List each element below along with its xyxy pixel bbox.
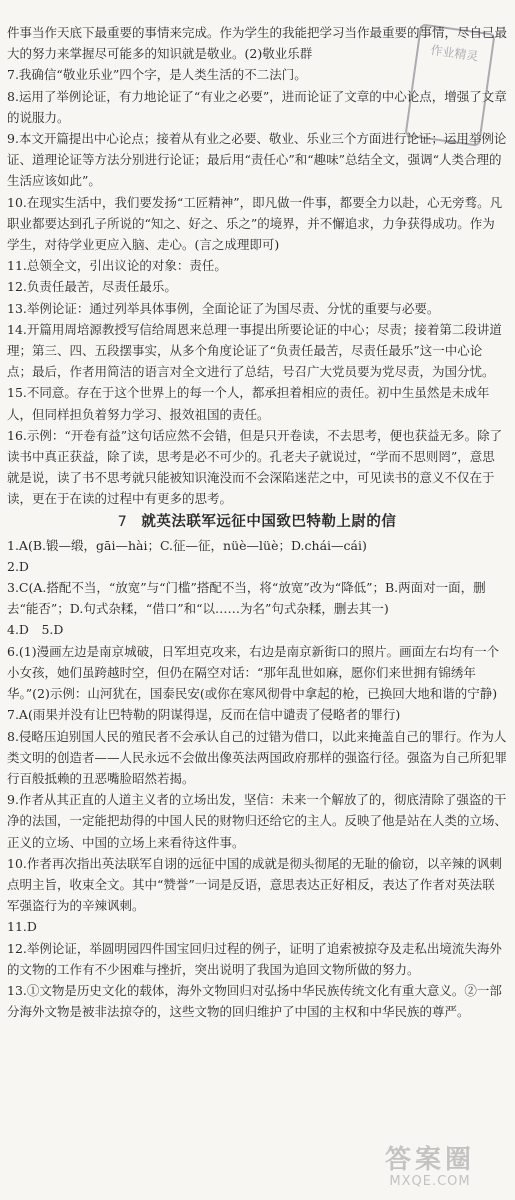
answer-item: 11.D <box>7 919 37 935</box>
answer-item: 7.A(雨果并没有让巴特勒的阴谋得逞，反而在信中谴责了侵略者的罪行) <box>7 707 401 723</box>
answer-item: 7.我确信“敬业乐业”四个字，是人类生活的不二法门。 <box>7 67 307 83</box>
answer-content <box>7 22 507 1022</box>
watermark-logo <box>355 1146 505 1190</box>
answer-item: 2.D <box>7 558 29 574</box>
answer-item: 11.总领全文，引出议论的对象：责任。 <box>7 258 227 274</box>
answer-item: 12.举例论证，举圆明园四件国宝回归过程的例子，证明了追索被掠夺及走私出境流失海外的文物的工作有不少困难与挫折，突出说明了我国为追回文物所做的努力。 <box>7 940 502 977</box>
answer-item: 16.示例：“开卷有益”这句话应然不会错，但是只开卷读，不去思考，便也获益无多。除了读书中真正获益，除了读，思考是必不可少的。孔老夫子就说过，“学而不思则罔”，意思就是说，读了书不思考就只能被知识淹没而不会深陷迷茫之中，可见读书的意义不仅在于读，更在于在读的过程中有更多的思考。 <box>7 427 503 507</box>
answer-item: 10.在现实生活中，我们要发扬“工匠精神”，即凡做一件事，都要全力以赴，心无旁骛。凡职业都要达到孔子所说的“知之、好之、乐之”的境界，并不懈追求，力争获得成功。作为学生，对待学业更应入脑、走心。(言之成理即可) <box>7 194 503 253</box>
answer-item: 9.作者从其正直的人道主义者的立场出发，坚信：未来一个解放了的，彻底清除了强盗的干净的法国，一定能把劫得的中国人民的财物归还给它的主人。反映了他是站在人类的立场、正义的立场、中国的立场上来看待这件事。 <box>7 792 508 850</box>
answer-item: 12.负责任最苦，尽责任最乐。 <box>7 279 177 295</box>
answer-item: 13.①文物是历史文化的载体，海外文物回归对弘扬中华民族传统文化有重大意义。②一部分海外文物是被非法掠夺的，这些文物的回归维护了中国的主权和中华民族的尊严。 <box>7 982 502 1020</box>
watermark-text: 答案圈 <box>384 1145 475 1175</box>
answer-item: 13.举例论证：通过列举具体事例，全面论证了为国尽责、分忧的重要与必要。 <box>7 300 440 316</box>
answer-item: 6.(1)漫画左边是南京城破，日军坦克攻来，右边是南京新街口的照片。画面左右均有一个小女孩，她们虽跨越时空，但仍在隔空对话：“那年乱世如麻，愿你们来世拥有锦绣年华。”(2)示例：山河犹在，国泰民安(或你在寒风彻骨中拿起的枪，已换回大地和谐的宁静) <box>7 643 500 702</box>
answer-item: 15.不同意。存在于这个世界上的每一个人，都承担着相应的责任。初中生虽然是未成年人，但同样担负着努力学习、报效祖国的责任。 <box>7 385 490 422</box>
answer-item: 1.A(B.锻—缎，gāi—hài；C.征—征，nüè—lüè；D.chái—cái) <box>7 537 367 553</box>
section-title <box>7 511 507 533</box>
section-heading: 就英法联军远征中国致巴特勒上尉的信 <box>141 513 397 530</box>
answer-item: 8.运用了举例论证，有力地论证了“有业之必要”，进而论证了文章的中心论点，增强了文章的说服力。 <box>7 88 507 125</box>
section-number: 7 <box>117 513 128 530</box>
answer-item: 9.本文开篇提出中心论点；接着从有业之必要、敬业、乐业三个方面进行论证；运用举例论证、道理论证等方法分别进行论证；最后用“责任心”和“趣味”总结全文，强调“人类合理的生活应该如此”。 <box>7 131 507 189</box>
answer-item: 件事当作天底下最重要的事情来完成。作为学生的我能把学习当作最重要的事情，尽自己最大的努力来掌握尽可能多的知识就是敬业。(2)敬业乐群 <box>7 25 508 62</box>
answer-item: 3.C(A.搭配不当，“放宽”与“门槛”搭配不当，将“放宽”改为“降低”；B.两面对一面，删去“能否”；D.句式杂糅，“借口”和“以……为名”句式杂糅，删去其一) <box>7 580 486 617</box>
stamp-text: 作业精灵 <box>429 43 480 64</box>
watermark-url: MXQE.COM <box>389 1174 471 1189</box>
answer-item: 8.侵略压迫别国人民的殖民者不会承认自己的过错为借口，以此来掩盖自己的罪行。作为人类文明的创造者——人民永远不会做出像英法两国政府那样的强盗行径。强盗为自己所犯罪行百般抵赖的丑恶嘴脸昭然若揭。 <box>7 728 508 786</box>
answer-item: 10.作者再次指出英法联军自诩的远征中国的成就是彻头彻尾的无耻的偷窃，以辛辣的讽刺点明主旨，收束全文。其中“赞誉”一词是反语，意思表达正好相反，表达了作者对英法联军强盗行为的辛辣讽刺。 <box>7 855 502 914</box>
answer-item: 4.D 5.D <box>7 622 64 638</box>
answer-item: 14.开篇用周培源教授写信给周恩来总理一事提出所要论证的中心；尽责；接着第二段讲道理；第三、四、五段摆事实，从多个角度论证了“负责任最苦，尽责任最乐”这一中心论点；最后，作者用简洁的语言对全文进行了总结，号召广大党员要为党尽责，为国分忧。 <box>7 321 502 380</box>
